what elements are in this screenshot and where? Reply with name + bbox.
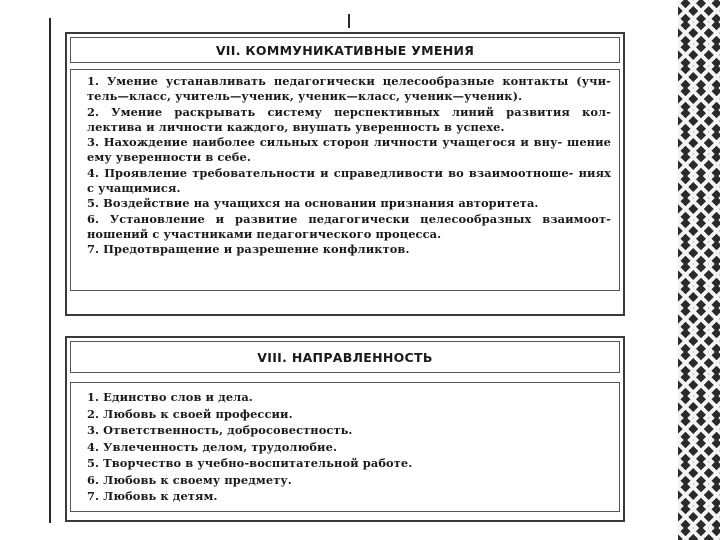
decorative-chevron-border	[678, 0, 720, 540]
list-item: 2. Любовь к своей профессии.	[87, 406, 293, 421]
section-orientation	[65, 336, 625, 522]
item-list	[70, 69, 620, 291]
scan-fold-mark	[348, 14, 350, 28]
list-item: 3. Ответственность, добросовестность.	[87, 423, 353, 437]
list-item: 1. Единство слов и дела.	[87, 390, 253, 404]
list-item: 5. Воздействие на учащихся на основании признания авторитета.	[87, 196, 539, 211]
section-title: VII. КОММУНИКАТИВНЫЕ УМЕНИЯ	[70, 37, 620, 63]
list-item: 6. Любовь к своему предмету.	[87, 472, 292, 487]
list-item: 1. Умение устанавливать педагогически целесообразные контакты (учи- тель—класс, учитель—ученик, ученик—класс, ученик—ученик).	[87, 74, 611, 104]
item-list	[70, 382, 620, 512]
list-item: 7. Предотвращение и разрешение конфликтов.	[87, 242, 410, 257]
list-item: 2. Умение раскрывать систему перспективных линий развития кол- лектива и личности каждого, внушать уверенность в успехе.	[87, 104, 611, 134]
list-item: 6. Установление и развитие педагогически целесообразных взаимоот- ношений с участниками педагогического процесса.	[87, 211, 611, 241]
list-item: 4. Проявление требовательности и справедливости во взаимоотноше- ниях с учащимися.	[87, 165, 611, 196]
section-title: VIII. НАПРАВЛЕННОСТЬ	[70, 341, 620, 373]
list-item: 4. Увлеченность делом, трудолюбие.	[87, 439, 338, 454]
list-item: 5. Творчество в учебно-воспитательной работе.	[87, 456, 413, 470]
section-communicative-skills	[65, 32, 625, 316]
list-item: 7. Любовь к детям.	[87, 489, 218, 503]
list-item: 3. Нахождение наиболее сильных сторон личности учащегося и вну- шение ему уверенности в себе.	[87, 135, 611, 165]
scan-border-line	[49, 18, 51, 523]
